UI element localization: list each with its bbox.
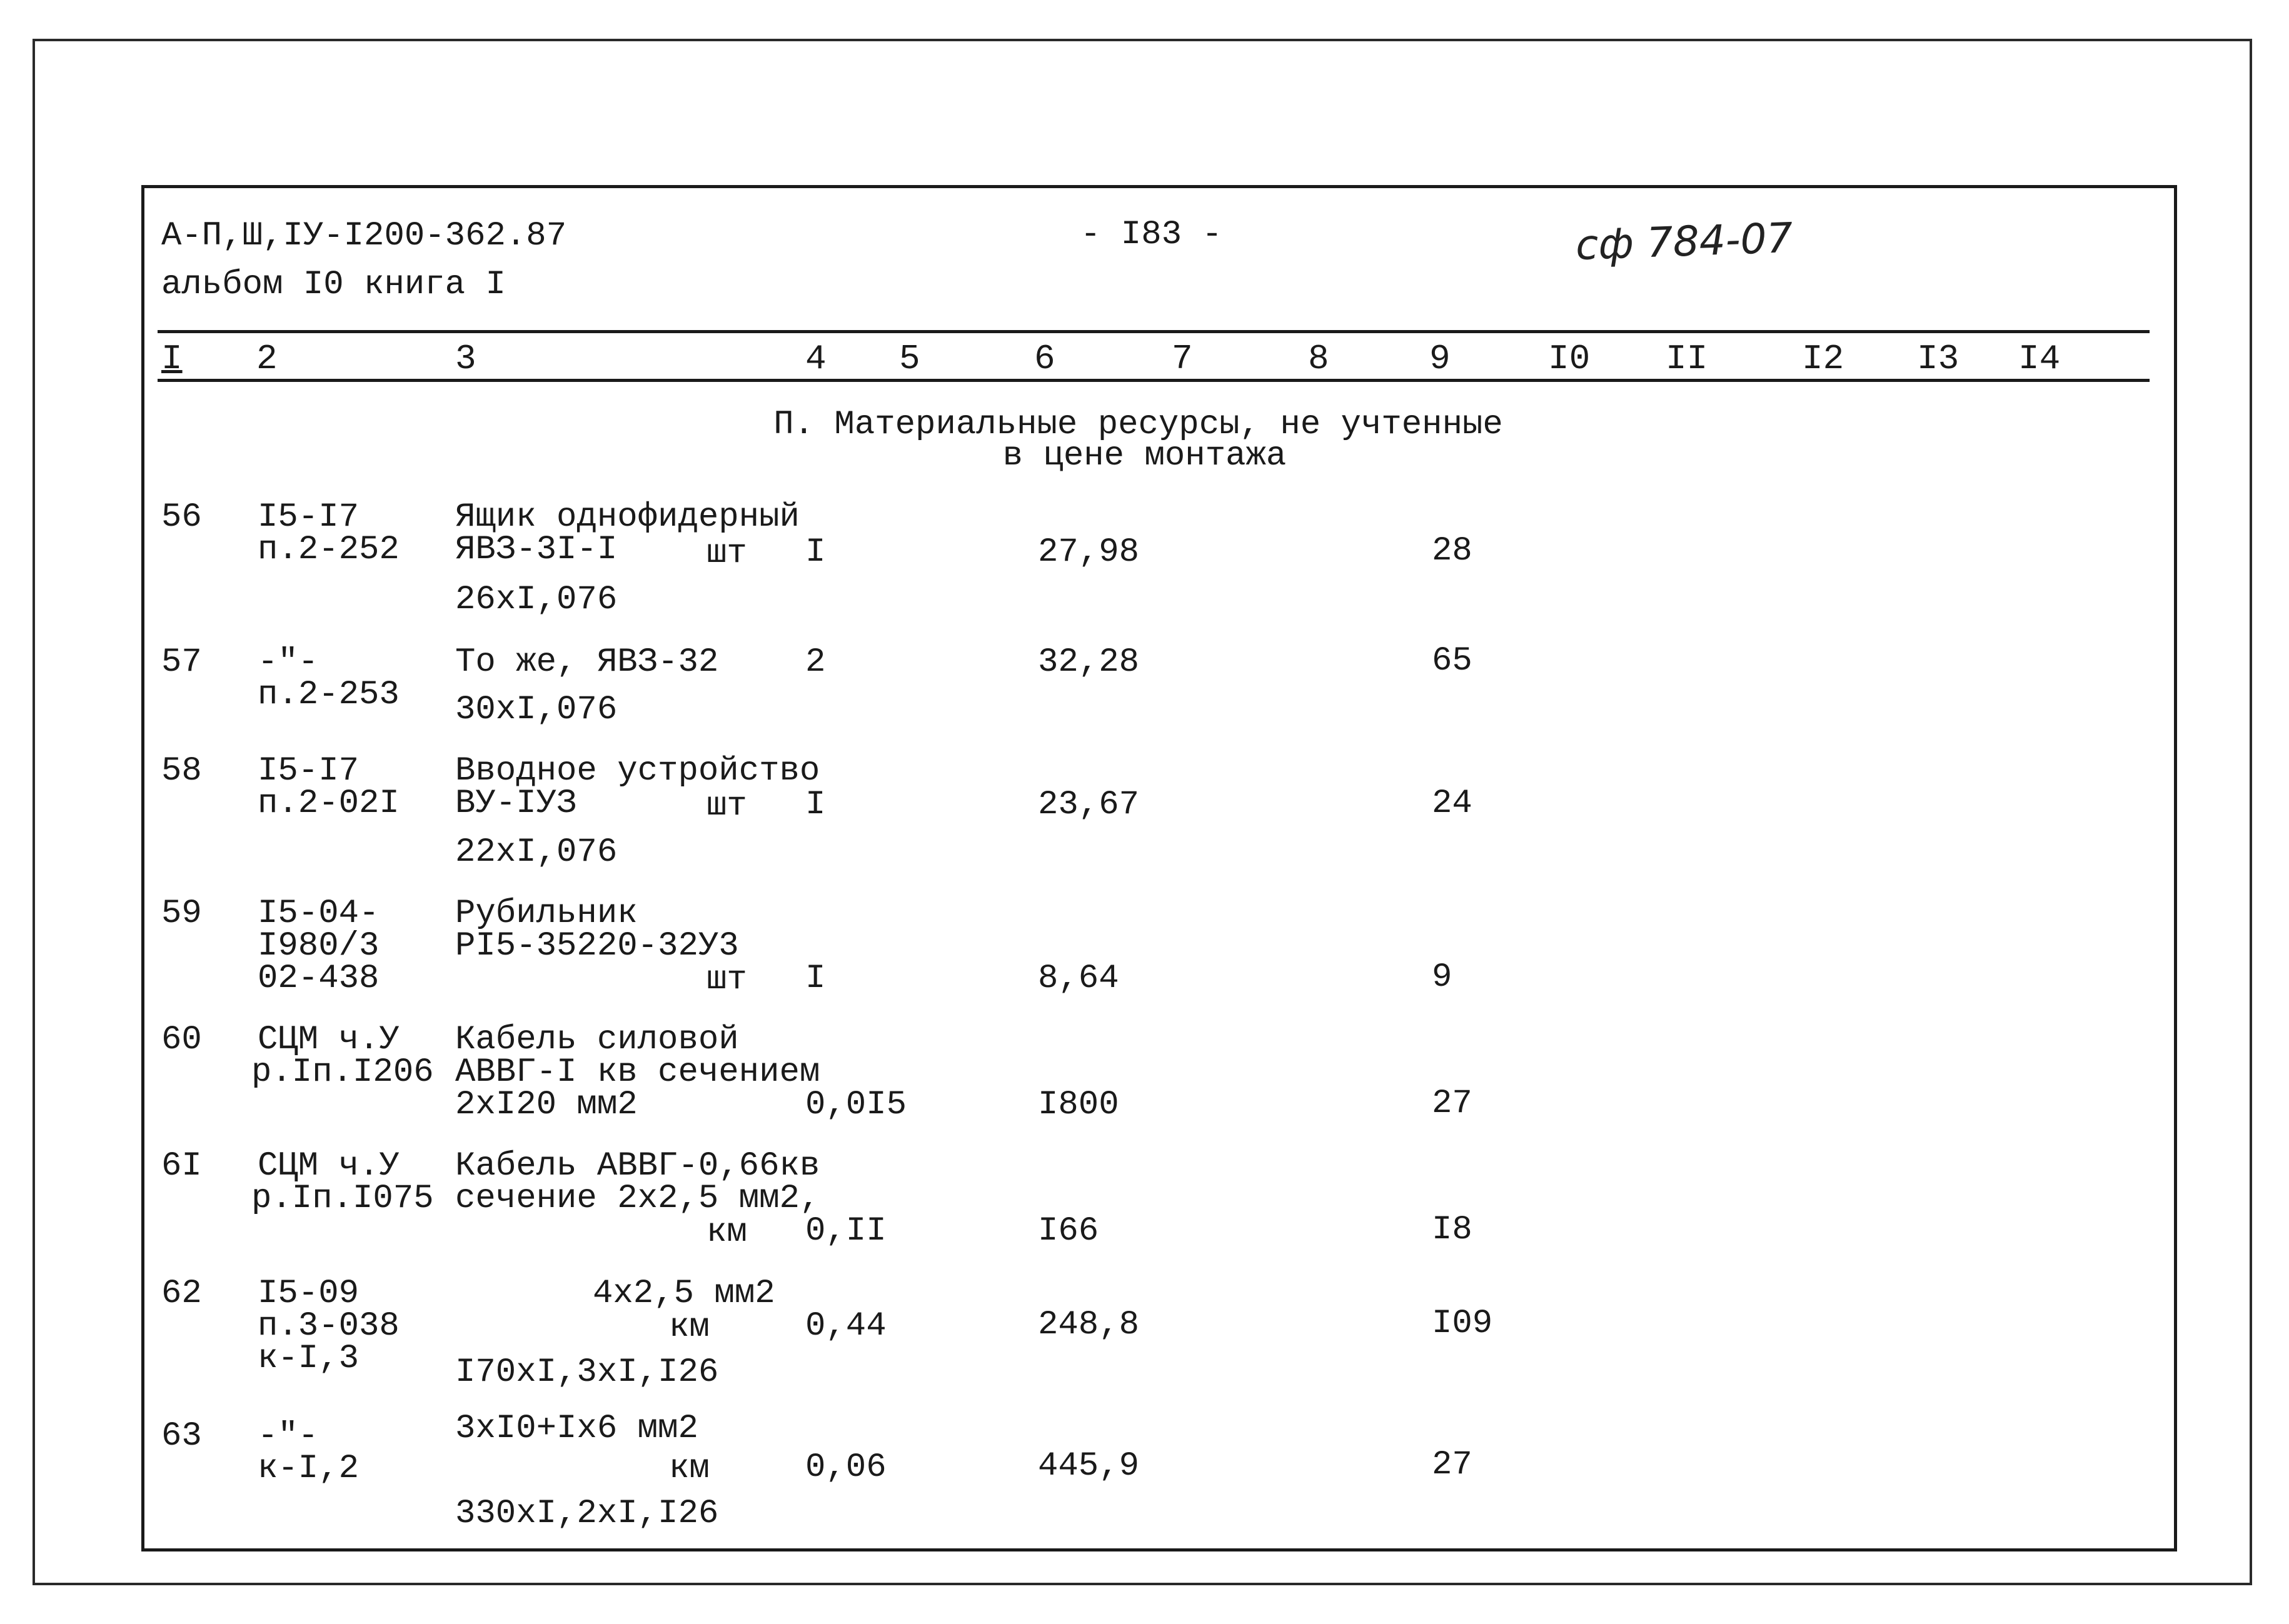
row-price: 445,9	[1038, 1447, 1140, 1485]
row-code: п.2-252	[258, 531, 400, 569]
col-header-11: II	[1666, 339, 1708, 379]
row-unit: шт	[707, 787, 747, 825]
col-header-12: I2	[1802, 339, 1844, 379]
row-unit: км	[669, 1450, 710, 1488]
row-price: 27,98	[1038, 533, 1140, 571]
row-price: I800	[1038, 1086, 1119, 1124]
row-code: р.Iп.I206	[251, 1053, 434, 1091]
row-number: 63	[161, 1417, 202, 1455]
row-name: ЯВЗ-3I-I	[455, 531, 618, 569]
row-number: 6I	[161, 1147, 202, 1185]
row-price: 23,67	[1038, 786, 1140, 824]
row-calc: 26xI,076	[455, 581, 618, 619]
col-header-2: 2	[256, 339, 278, 379]
row-code: СЦМ ч.У	[258, 1147, 400, 1185]
col-header-6: 6	[1034, 339, 1055, 379]
row-number: 58	[161, 752, 202, 790]
header-bottom-rule	[158, 379, 2150, 382]
col-header-5: 5	[899, 339, 920, 379]
row-code: I5-I7	[258, 752, 360, 790]
row-code: -"-	[258, 643, 319, 681]
row-qty: I	[805, 786, 826, 824]
row-unit: шт	[707, 534, 747, 573]
row-total: I8	[1432, 1211, 1472, 1249]
row-code: к-I,2	[258, 1450, 360, 1488]
row-total: 65	[1432, 642, 1472, 680]
row-qty: 0,44	[805, 1307, 887, 1345]
row-code: к-I,3	[258, 1340, 360, 1378]
inner-frame	[141, 185, 2177, 1551]
row-unit: шт	[707, 961, 747, 999]
row-name: То же, ЯВЗ-32	[455, 643, 719, 681]
row-unit: км	[707, 1213, 747, 1251]
row-code: I5-09	[258, 1275, 360, 1313]
row-name: 3xI0+Ix6 мм2	[455, 1410, 698, 1448]
row-code: СЦМ ч.У	[258, 1021, 400, 1059]
section-title	[0, 406, 2289, 475]
row-name: сечение 2x2,5 мм2,	[455, 1180, 820, 1218]
row-number: 56	[161, 498, 202, 536]
row-code: п.2-02I	[258, 784, 400, 823]
col-header-7: 7	[1172, 339, 1193, 379]
row-calc: 30xI,076	[455, 691, 618, 729]
row-number: 62	[161, 1275, 202, 1313]
row-code: р.Iп.I075	[251, 1180, 434, 1218]
row-qty: I	[805, 960, 826, 998]
row-name: ВУ-IУЗ	[455, 784, 577, 823]
col-header-1: I	[161, 339, 183, 379]
row-name: 2xI20 мм2	[455, 1086, 638, 1124]
row-name: Кабель АВВГ-0,66кв	[455, 1147, 820, 1185]
row-total: 27	[1432, 1085, 1472, 1123]
row-total: 9	[1432, 958, 1452, 996]
row-price: 8,64	[1038, 960, 1119, 998]
row-unit: км	[669, 1308, 710, 1346]
row-code: 02-438	[258, 960, 380, 998]
row-calc: I70xI,3xI,I26	[455, 1353, 719, 1391]
col-header-3: 3	[455, 339, 476, 379]
document-code: А-П,Ш,IУ-I200-362.87	[161, 217, 567, 255]
row-total: 28	[1432, 532, 1472, 570]
row-code: I5-I7	[258, 498, 360, 536]
row-price: I66	[1038, 1212, 1099, 1250]
header-top-rule	[158, 330, 2150, 333]
row-number: 59	[161, 895, 202, 933]
row-name: АВВГ-I кв сечением	[455, 1053, 820, 1091]
row-name: РI5-35220-32У3	[455, 927, 739, 965]
row-price: 248,8	[1038, 1306, 1140, 1344]
handwritten-stamp: сф 784-07	[1574, 213, 1794, 270]
row-calc: 22xI,076	[455, 833, 618, 871]
row-name: 4x2,5 мм2	[593, 1275, 775, 1313]
row-code: п.3-038	[258, 1307, 400, 1345]
row-code: I5-04-	[258, 895, 380, 933]
row-name: Вводное устройство	[455, 752, 820, 790]
col-header-13: I3	[1917, 339, 1959, 379]
section-title-line2: в цене монтажа	[1002, 437, 1287, 475]
section-title-line1: П. Материальные ресурсы, не учтенные	[773, 406, 1503, 444]
row-name: Ящик однофидерный	[455, 498, 800, 536]
row-code: I980/3	[258, 927, 380, 965]
col-header-8: 8	[1308, 339, 1329, 379]
row-number: 60	[161, 1021, 202, 1059]
col-header-14: I4	[2018, 339, 2061, 379]
col-header-4: 4	[805, 339, 827, 379]
row-total: 24	[1432, 784, 1472, 823]
row-qty: I	[805, 533, 826, 571]
row-qty: 0,0I5	[805, 1086, 907, 1124]
row-number: 57	[161, 643, 202, 681]
row-price: 32,28	[1038, 643, 1140, 681]
page-number: - I83 -	[1080, 216, 1222, 254]
row-total: 27	[1432, 1446, 1472, 1484]
album-label: альбом I0 книга I	[161, 266, 506, 304]
col-header-9: 9	[1429, 339, 1451, 379]
row-qty: 2	[805, 643, 826, 681]
row-total: I09	[1432, 1305, 1493, 1343]
col-header-10: I0	[1548, 339, 1591, 379]
row-name: Кабель силовой	[455, 1021, 739, 1059]
row-qty: 0,06	[805, 1448, 887, 1486]
row-name: Рубильник	[455, 895, 638, 933]
row-code: -"-	[258, 1417, 319, 1455]
row-qty: 0,II	[805, 1212, 887, 1250]
row-code: п.2-253	[258, 676, 400, 714]
row-calc: 330xI,2xI,I26	[455, 1495, 719, 1533]
